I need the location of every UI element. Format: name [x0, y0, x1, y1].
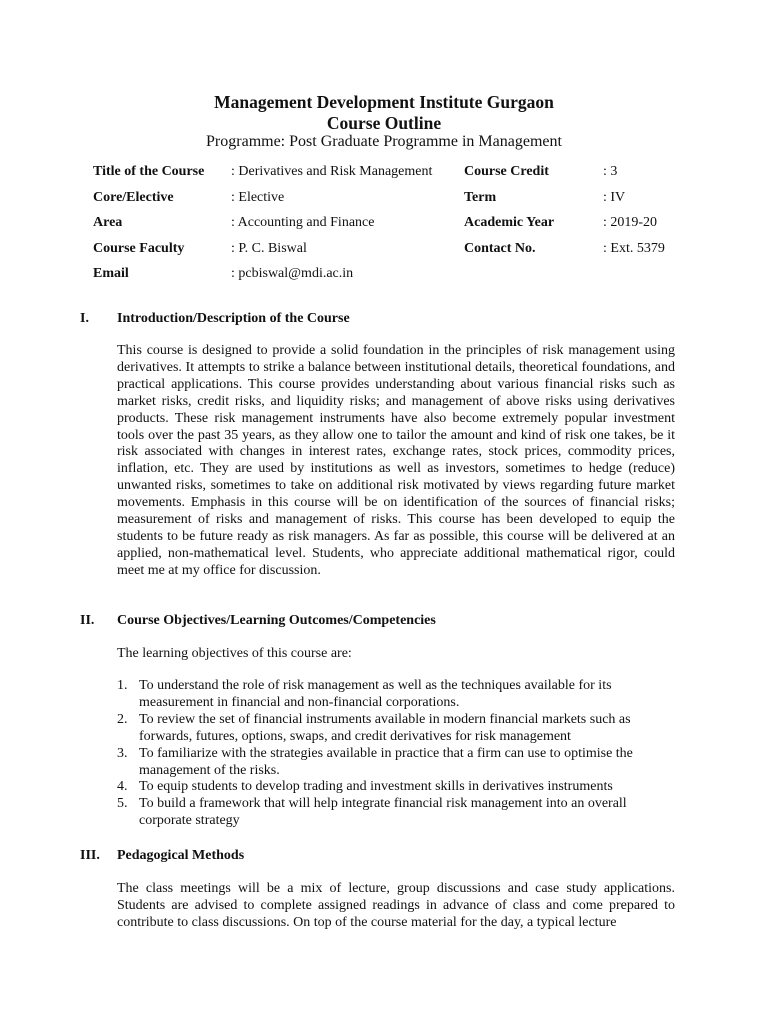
course-info-row	[0, 190, 768, 210]
info-label: Course Faculty	[93, 241, 185, 256]
course-info-row	[0, 241, 768, 261]
list-text: To review the set of financial instruments available in modern financial markets such as forwards, futures, options, swaps, and credit derivatives for risk management	[139, 711, 631, 744]
course-info-row	[0, 266, 768, 286]
info-value: : Elective	[231, 190, 285, 205]
section-heading-pedagogy: Pedagogical Methods	[117, 848, 245, 863]
info-value: : Accounting and Finance	[231, 215, 375, 230]
introduction-paragraph: This course is designed to provide a solid foundation in the principles of risk management using derivatives. It attempts to strike a balance between institutional details, theoretical foundations, and practical applications. This course provides understanding about various financial risks such as market risks, credit risks, and liquidity risks; and management of above risks using derivatives products. These risk management instruments have also become extremely popular investment tools over the past 35 years, as they allow one to tailor the amount and kind of risk one takes, be it risk associated with changes in interest rates, exchange rates, stock prices, commodity prices, inflation, etc. They are used by institutions as well as investors, sometimes to hedge (reduce) unwanted risks, sometimes to take on additional risk motivated by views regarding future market movements. Emphasis in this course will be on identification of the sources of financial risks; measurement of risks and management of risks. This course has been developed to equip the students to be future ready as risk managers. As far as possible, this course will be delivered at an applied, non-mathematical level. Students, who appreciate additional mathematical rigor, could meet me at my office for discussion.	[117, 343, 675, 578]
list-number: 5.	[117, 796, 128, 812]
section-heading-introduction: Introduction/Description of the Course	[117, 311, 350, 326]
institute-name: Management Development Institute Gurgaon	[214, 92, 554, 112]
info-label: Core/Elective	[93, 190, 174, 205]
section-number: III.	[80, 848, 100, 863]
course-info-row	[0, 215, 768, 235]
list-text: To equip students to develop trading and investment skills in derivatives instruments	[139, 779, 613, 795]
objectives-lead: The learning objectives of this course are:	[117, 646, 352, 661]
info-label: Title of the Course	[93, 164, 205, 179]
list-number: 2.	[117, 711, 128, 727]
info-value: : 3	[603, 164, 618, 179]
section-heading-objectives: Course Objectives/Learning Outcomes/Competencies	[117, 613, 436, 628]
list-number: 4.	[117, 779, 128, 795]
info-label: Academic Year	[464, 215, 555, 230]
list-item	[117, 712, 677, 746]
programme-line: Programme: Post Graduate Programme in Management	[206, 133, 562, 150]
info-value: : P. C. Biswal	[231, 241, 307, 256]
email-link[interactable]: : pcbiswal@mdi.ac.in	[231, 266, 354, 281]
info-label: Area	[93, 215, 123, 230]
info-value: : IV	[603, 190, 626, 205]
list-text: To familiarize with the strategies available in practice that a firm can use to optimise the management of the risks.	[139, 745, 633, 778]
info-value: : 2019-20	[603, 215, 658, 230]
list-item	[117, 796, 677, 830]
list-item	[117, 746, 677, 780]
list-text: To understand the role of risk management as well as the techniques available for its measurement in financial and non-financial corporations.	[139, 678, 612, 710]
list-item	[117, 678, 677, 712]
info-label: Term	[464, 190, 497, 205]
list-number: 1.	[117, 678, 128, 693]
document-title: Course Outline	[326, 113, 442, 133]
list-text: To build a framework that will help integrate financial risk management into an overall corporate strategy	[139, 796, 627, 829]
section-number: II.	[80, 613, 95, 628]
course-info-row	[0, 164, 768, 184]
info-label: Course Credit	[464, 164, 549, 179]
section-number: I.	[80, 311, 89, 326]
info-label: Contact No.	[464, 241, 536, 256]
list-item	[117, 779, 677, 796]
info-label: Email	[93, 266, 129, 281]
objectives-list	[117, 678, 677, 830]
info-value: : Ext. 5379	[603, 241, 665, 256]
info-value: : Derivatives and Risk Management	[231, 164, 433, 179]
pedagogy-paragraph: The class meetings will be a mix of lecture, group discussions and case study applications. Students are advised to complete assigned readings in advance of class and come prepared to contribute to class discussions. On top of the course material for the day, a typical lecture	[117, 881, 675, 930]
list-number: 3.	[117, 745, 128, 761]
